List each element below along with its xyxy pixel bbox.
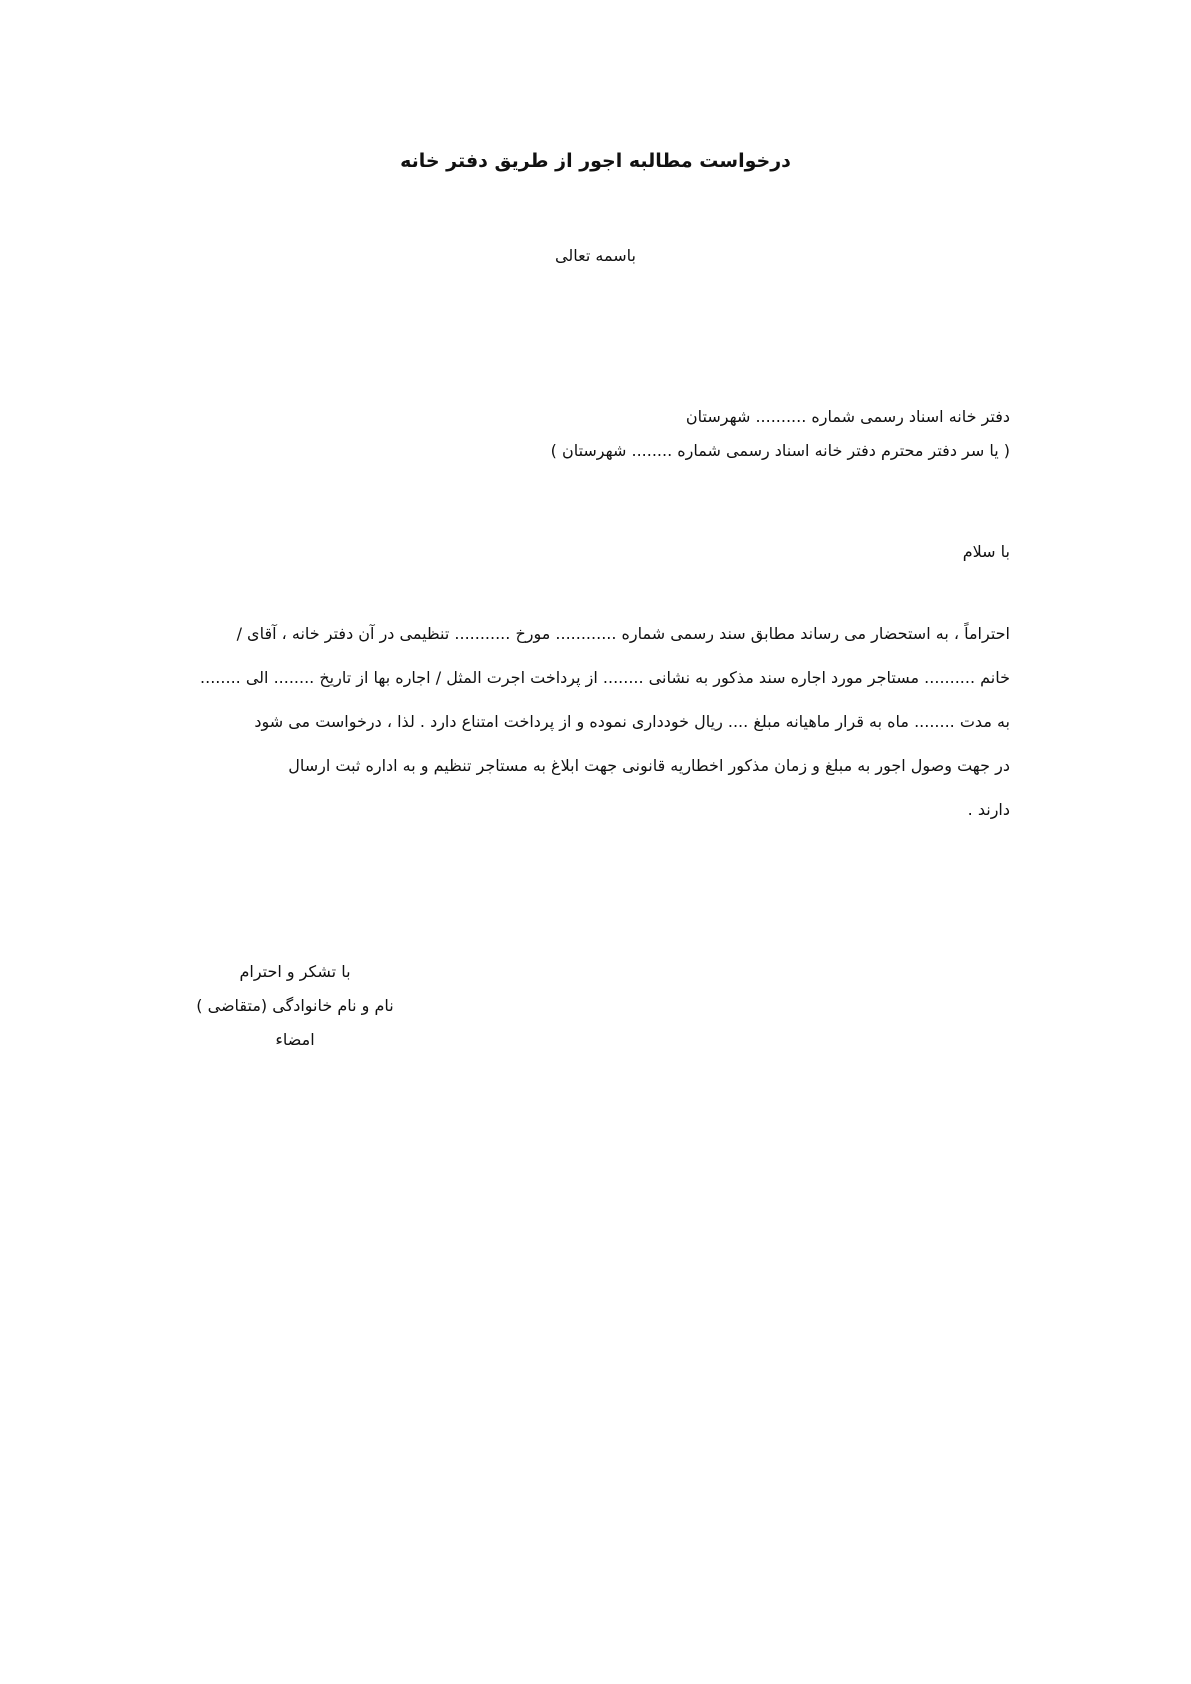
closing-block [180,955,410,1057]
document-title: درخواست مطالبه اجور از طریق دفتر خانه [400,150,791,172]
body-line: دارند . [967,800,1010,819]
greeting: با سلام [962,542,1010,561]
body-paragraph [130,612,1010,832]
body-line: احتراماً ، به استحضار می رساند مطابق سند رسمی شماره ............ مورخ ........... تنظیمی در آن دفتر خانه ، آقای / [236,624,1010,643]
applicant-name-label: نام و نام خانوادگی (متقاضی ) [196,996,394,1015]
body-line: در جهت وصول اجور به مبلغ و زمان مذکور اخطاریه قانونی جهت ابلاغ به مستاجر تنظیم و به اداره ثبت ارسال [288,756,1010,775]
closing-regards: با تشکر و احترام [239,962,351,981]
recipient-line-2: ( یا سر دفتر محترم دفتر خانه اسناد رسمی شماره ........ شهرستان ) [550,441,1010,460]
recipient-line-1: دفتر خانه اسناد رسمی شماره .......... شهرستان [685,407,1010,426]
signature-label: امضاء [275,1030,315,1049]
body-line: خانم .......... مستاجر مورد اجاره سند مذکور به نشانی ........ از پرداخت اجرت المثل / اجاره بها از تاریخ ........ الی ........ [200,668,1010,687]
basmala-heading: باسمه تعالی [555,246,636,265]
body-line: به مدت ........ ماه به قرار ماهیانه مبلغ .... ریال خودداری نموده و از پرداخت امتناع دارد . لذا ، درخواست می شود [254,712,1010,731]
recipient-block [310,400,1010,468]
